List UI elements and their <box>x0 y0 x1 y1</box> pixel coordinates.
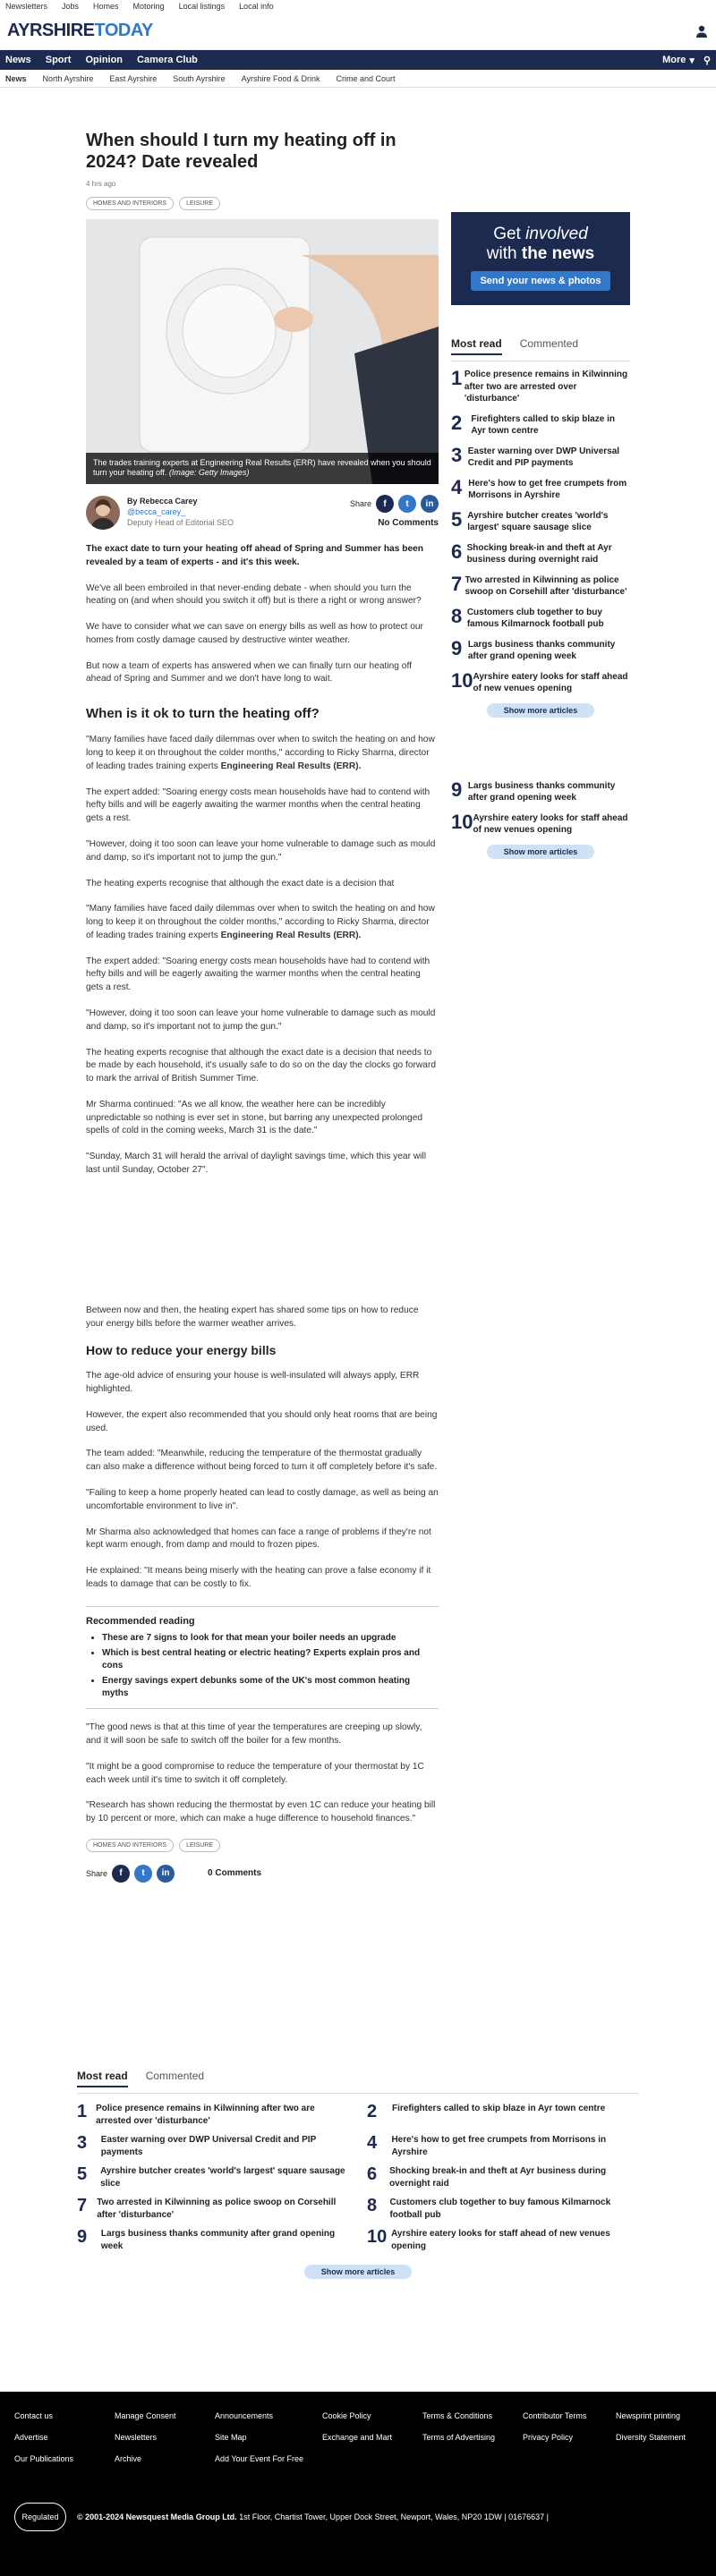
twitter-icon[interactable]: t <box>398 495 416 513</box>
nav-opinion[interactable]: Opinion <box>85 55 124 65</box>
list-item[interactable] <box>451 475 630 502</box>
paragraph: The heating experts recognise that although the exact date is a decision that <box>86 878 395 888</box>
twitter-icon[interactable]: t <box>134 1865 152 1883</box>
rank-number: 7 <box>451 572 463 595</box>
footer-link[interactable]: Diversity Statement <box>616 2433 686 2442</box>
rank-number: 3 <box>451 443 463 466</box>
list-item[interactable] <box>451 812 630 837</box>
headline[interactable]: Two arrested in Kilwinning as police swoop on Corsehill after 'disturbance' <box>465 574 627 597</box>
footer-link[interactable]: Advertise <box>14 2433 48 2442</box>
site-footer <box>0 2392 716 2576</box>
show-more-button[interactable]: Show more articles <box>487 845 594 859</box>
comments-link[interactable]: No Comments <box>378 518 439 528</box>
paragraph <box>86 734 439 773</box>
rank-number: 4 <box>451 475 463 498</box>
quote-text: "Many families have faced daily dilemmas over when to switch the heating on and how long to keep it on throughout the colder months," according to Ricky Sharma, director of leading trades training experts <box>86 904 435 940</box>
rank-number: 2 <box>451 411 463 434</box>
footer-link[interactable]: Manage Consent <box>115 2411 176 2420</box>
subnav-east-ayrshire[interactable]: East Ayrshire <box>109 73 158 83</box>
recommended-title: Recommended reading <box>86 1615 195 1627</box>
footer-copyright <box>14 2503 549 2531</box>
promo-line2 <box>451 244 630 264</box>
section-heading: How to reduce your energy bills <box>86 1343 277 1358</box>
article <box>86 130 439 1883</box>
paragraph: We have to consider what we can save on energy bills as well as how to protect our homes from costly damage caused by destructive winter weather. <box>86 622 423 645</box>
paragraph: "Sunday, March 31 will herald the arrival of daylight savings time, which this year will last until Sunday, October 27". <box>86 1152 426 1175</box>
paragraph: The age-old advice of ensuring your house is well-insulated will always apply, ERR highlighted. <box>86 1371 420 1395</box>
promo-with: with <box>486 244 517 263</box>
paragraph: "It might be a good compromise to reduce the temperature of your thermostat by 1C each week until it's time to switch it off completely. <box>86 1761 424 1785</box>
list-item[interactable] <box>367 2228 639 2252</box>
tab-most-read[interactable]: Most read <box>451 337 502 355</box>
share-bar-bottom <box>86 1865 439 1883</box>
rank-number: 2 <box>367 2102 378 2121</box>
paragraph: But now a team of experts has answered when we can finally turn our heating off ahead of Spring and Summer and we don't have long to wait. <box>86 660 412 684</box>
top-link-motoring[interactable]: Motoring <box>132 2 165 11</box>
subnav-crime-court[interactable]: Crime and Court <box>336 73 396 83</box>
send-news-button[interactable]: Send your news & photos <box>471 271 609 291</box>
tag-homes-interiors[interactable]: HOMES AND INTERIORS <box>86 197 174 210</box>
headline[interactable]: Ayrshire butcher creates 'world's largest' square sausage slice <box>100 2166 345 2189</box>
list-item[interactable] <box>451 507 630 534</box>
paragraph <box>86 903 439 942</box>
most-read-list <box>451 369 630 695</box>
footer-link[interactable]: Cookie Policy <box>322 2411 371 2420</box>
list-item[interactable] <box>451 604 630 631</box>
list-item[interactable] <box>367 2197 639 2221</box>
rank-number: 6 <box>451 540 463 563</box>
nav-sport[interactable]: Sport <box>45 55 72 65</box>
bottom-most-read <box>77 2070 639 2279</box>
copyright-text <box>77 2512 549 2521</box>
top-link-local-listings[interactable]: Local listings <box>178 2 226 11</box>
footer-link[interactable]: Site Map <box>215 2433 247 2442</box>
rank-number: 9 <box>77 2227 88 2247</box>
tag-homes-interiors[interactable]: HOMES AND INTERIORS <box>86 1839 174 1852</box>
logo-part2: TODAY <box>94 21 153 40</box>
rank-number: 3 <box>77 2133 88 2153</box>
list-item[interactable] <box>451 574 630 599</box>
article-timestamp: 4 hrs ago <box>86 180 116 188</box>
headline[interactable]: Easter warning over DWP Universal Credit and PIP payments <box>100 2135 317 2157</box>
recommended-reading <box>86 1606 439 1710</box>
headline[interactable]: Largs business thanks community after grand opening week <box>467 780 616 803</box>
show-more-button[interactable]: Show more articles <box>487 703 594 718</box>
headline[interactable]: Largs business thanks community after grand opening week <box>467 639 616 661</box>
headline[interactable]: Here's how to get free crumpets from Morrisons in Ayrshire <box>391 2135 607 2157</box>
headline[interactable]: Ayrshire eatery looks for staff ahead of new venues opening <box>391 2229 610 2251</box>
list-item[interactable] <box>77 2165 349 2189</box>
rank-number: 7 <box>77 2196 88 2215</box>
headline[interactable]: Ayrshire eatery looks for staff ahead of new venues opening <box>473 671 628 693</box>
tab-commented[interactable]: Commented <box>145 2070 205 2082</box>
rank-number: 4 <box>367 2133 378 2153</box>
list-item[interactable] <box>77 2228 349 2252</box>
headline[interactable]: Largs business thanks community after grand opening week <box>100 2229 336 2251</box>
caption-text: The trades training experts at Engineering Real Results (ERR) have revealed when you should turn your heating off. <box>93 457 431 478</box>
nav-more-button[interactable] <box>662 55 711 66</box>
headline[interactable]: Shocking break-in and theft at Ayr business during overnight raid <box>389 2166 607 2189</box>
rank-number: 10 <box>367 2227 388 2247</box>
list-item[interactable] <box>367 2134 639 2158</box>
paragraph: "The good news is that at this time of year the temperatures are creeping up slowly, and it will soon be safe to switch off the boiler for a few months. <box>86 1722 422 1746</box>
article-body <box>86 543 439 1826</box>
news-promo <box>451 212 630 305</box>
article-tags <box>86 197 439 210</box>
search-icon[interactable]: ⚲ <box>703 55 711 66</box>
recommended-link[interactable]: • Which is best central heating or electric heating? Experts explain pros and cons <box>102 1647 439 1671</box>
footer-link[interactable]: Terms of Advertising <box>422 2433 496 2442</box>
share-label: Share <box>86 1868 108 1878</box>
promo-get: Get <box>493 225 521 243</box>
list-item[interactable] <box>367 2165 639 2189</box>
footer-link[interactable]: Contributor Terms <box>523 2411 587 2420</box>
share-bar <box>350 495 439 513</box>
list-item[interactable] <box>77 2134 349 2158</box>
paragraph: "However, doing it too soon can leave your home vulnerable to damage such as mould and damp, so it's important not to jump the gun." <box>86 1007 436 1032</box>
paragraph: The team added: "Meanwhile, reducing the temperature of the thermostat gradually can also make a difference without being forced to turn it off completely before it's safe. <box>86 1449 438 1473</box>
headline[interactable]: Customers club together to buy famous Kilmarnock football pub <box>466 607 604 629</box>
list-item[interactable] <box>451 542 630 566</box>
tag-leisure[interactable]: LEISURE <box>179 197 220 210</box>
paragraph: "Failing to keep a home properly heated can lead to costly damage, as well as being an uncomfortable environment to live in". <box>86 1488 439 1511</box>
most-read-list-sticky <box>451 780 630 859</box>
err-link[interactable]: Engineering Real Results (ERR). <box>220 930 362 940</box>
top-link-homes[interactable]: Homes <box>93 2 119 11</box>
headline[interactable]: Easter warning over DWP Universal Credit and PIP payments <box>467 446 620 468</box>
most-read-tabs <box>451 337 630 361</box>
recommended-link[interactable]: • These are 7 signs to look for that mean your boiler needs an upgrade <box>102 1632 439 1645</box>
subnav-north-ayrshire[interactable]: North Ayrshire <box>42 73 94 83</box>
subnav-food-drink[interactable]: Ayrshire Food & Drink <box>241 73 320 83</box>
headline[interactable]: Here's how to get free crumpets from Morrisons in Ayrshire <box>468 478 627 500</box>
paragraph: However, the expert also recommended that you should only heat rooms that are being used. <box>86 1409 438 1433</box>
sidebar <box>451 212 630 859</box>
sub-navigation <box>0 70 716 88</box>
paragraph: We've all been embroiled in that never-ending debate - when should you turn the heating on (and when should you switch it off) but is there a right or wrong answer? <box>86 582 422 607</box>
promo-the-news: the news <box>521 244 595 263</box>
headline[interactable]: Police presence remains in Kilwinning after two are arrested over 'disturbance' <box>96 2104 315 2126</box>
rank-number: 9 <box>451 636 463 659</box>
tab-most-read[interactable]: Most read <box>77 2070 128 2087</box>
nav-camera-club[interactable]: Camera Club <box>137 55 198 65</box>
share-label: Share <box>349 499 371 508</box>
thermostat-photo <box>86 219 439 484</box>
list-item[interactable] <box>367 2103 639 2127</box>
footer-link[interactable]: Newsprint printing <box>616 2411 681 2420</box>
top-links-bar <box>0 0 716 13</box>
rank-number: 1 <box>77 2102 88 2121</box>
nav-more-label: More <box>662 55 686 65</box>
headline[interactable]: Firefighters called to skip blaze in Ayr town centre <box>392 2104 606 2113</box>
linkedin-icon[interactable]: in <box>421 495 439 513</box>
list-item[interactable] <box>77 2197 349 2221</box>
footer-link[interactable]: Archive <box>115 2454 142 2463</box>
show-more-button[interactable]: Show more articles <box>304 2265 412 2279</box>
footer-link[interactable]: Privacy Policy <box>523 2433 574 2442</box>
author-avatar[interactable] <box>86 496 120 530</box>
facebook-icon[interactable]: f <box>376 495 394 513</box>
recommended-link[interactable]: • Energy savings expert debunks some of the UK's most common heating myths <box>102 1675 439 1699</box>
hero-caption <box>86 453 439 484</box>
paragraph: "Research has shown reducing the thermostat by even 1C can reduce your heating bill by 10 percent or more, which can make a huge difference to household finances." <box>86 1800 436 1824</box>
main-navigation <box>0 50 716 70</box>
paragraph: He explained: "It means being miserly with the heating can prove a false economy if it leads to damage that can be costly to fix. <box>86 1566 431 1589</box>
most-read-tabs <box>77 2070 639 2094</box>
hero-image <box>86 219 439 484</box>
list-item[interactable] <box>451 780 630 804</box>
headline[interactable]: Shocking break-in and theft at Ayr business during overnight raid <box>466 542 612 565</box>
logo-part1: AYRSHIRE <box>7 21 95 40</box>
paragraph: Mr Sharma also acknowledged that homes can face a range of problems if they're not kept warm enough, from damp and mould to frozen pipes. <box>86 1526 431 1551</box>
top-link-local-info[interactable]: Local info <box>239 2 274 11</box>
paragraph: Between now and then, the heating expert has shared some tips on how to reduce your energy bills before the warmer weather arrives. <box>86 1305 419 1329</box>
rank-number: 9 <box>451 778 463 801</box>
headline[interactable]: Ayrshire eatery looks for staff ahead of new venues opening <box>473 812 628 835</box>
subnav-news[interactable]: News <box>5 73 27 83</box>
list-item[interactable] <box>451 636 630 663</box>
site-header <box>0 13 716 50</box>
list-item[interactable] <box>451 668 630 695</box>
author-name[interactable]: By Rebecca Carey <box>127 497 198 506</box>
linkedin-icon[interactable]: in <box>157 1865 175 1883</box>
rank-number: 10 <box>451 668 473 692</box>
headline[interactable]: Ayrshire butcher creates 'world's largest' square sausage slice <box>467 510 609 532</box>
user-account-icon[interactable] <box>695 24 709 38</box>
copyright-address: 1st Floor, Chartist Tower, Upper Dock Street, Newport, Wales, NP20 1DW | 01676637 | <box>236 2512 550 2521</box>
author-info <box>127 497 234 528</box>
headline[interactable]: Two arrested in Kilwinning as police swoop on Corsehill after 'disturbance' <box>97 2198 337 2220</box>
author-role: Deputy Head of Editorial SEO <box>127 517 234 527</box>
article-tags-bottom <box>86 1839 439 1852</box>
rank-number: 5 <box>451 507 463 531</box>
section-heading: When is it ok to turn the heating off? <box>86 706 320 722</box>
article-title: When should I turn my heating off in 2024? Date revealed <box>86 131 396 172</box>
paragraph: The expert added: "Soaring energy costs mean households have had to contend with hefty bills and will be eagerly awaiting the warmer months when the central heating gets a rest. <box>86 786 430 824</box>
ipso-logo[interactable] <box>14 2503 66 2531</box>
rank-number: 8 <box>451 604 463 627</box>
byline <box>86 495 439 531</box>
tab-commented[interactable]: Commented <box>519 337 579 350</box>
headline[interactable]: Police presence remains in Kilwinning after two are arrested over 'disturbance' <box>464 370 628 404</box>
subnav-south-ayrshire[interactable]: South Ayrshire <box>173 73 226 83</box>
ad-space <box>86 1177 439 1292</box>
most-read-grid <box>77 2103 639 2259</box>
paragraph: The expert added: "Soaring energy costs mean households have had to contend with hefty bills and will be eagerly awaiting the warmer months when the central heating gets a rest. <box>86 956 430 993</box>
rank-number: 1 <box>451 367 463 389</box>
paragraph: Mr Sharma continued: "As we all know, the weather here can be incredibly unpredictable so nothing is ever set in stone, but barring any unexpected prolonged spells of cold in the coming weeks, March 31 is the date." <box>86 1099 423 1136</box>
headline[interactable]: Firefighters called to skip blaze in Ayr town centre <box>471 413 615 436</box>
ipso-label: Regulated <box>21 2512 59 2521</box>
rank-number: 10 <box>451 810 473 833</box>
footer-links <box>0 2392 716 2463</box>
chevron-down-icon: ▾ <box>689 55 695 66</box>
caption-credit: (Image: Getty Images) <box>168 468 250 478</box>
tag-leisure[interactable]: LEISURE <box>179 1839 220 1852</box>
footer-link[interactable]: Announcements <box>215 2411 274 2420</box>
quote-text: "Many families have faced daily dilemmas over when to switch the heating on and how long to keep it on throughout the colder months," according to Ricky Sharma, director of leading trades training experts <box>86 735 435 771</box>
author-handle[interactable]: @becca_carey_ <box>127 507 186 517</box>
top-link-newsletters[interactable]: Newsletters <box>5 2 48 11</box>
nav-news[interactable]: News <box>5 55 31 65</box>
list-item[interactable] <box>77 2103 349 2127</box>
footer-link[interactable]: Newsletters <box>115 2433 158 2442</box>
footer-link[interactable]: Contact us <box>14 2411 54 2420</box>
facebook-icon[interactable]: f <box>112 1865 130 1883</box>
footer-link[interactable]: Add Your Event For Free <box>215 2454 304 2463</box>
rank-number: 8 <box>367 2196 378 2215</box>
paragraph: "However, doing it too soon can leave your home vulnerable to damage such as mould and damp, so it's important not to jump the gun." <box>86 838 436 863</box>
list-item[interactable] <box>451 413 630 438</box>
site-logo[interactable] <box>7 21 153 41</box>
rank-number: 5 <box>77 2164 88 2184</box>
rank-number: 6 <box>367 2164 378 2184</box>
paragraph: The heating experts recognise that although the exact date is a decision that needs to be made by each household, it's usually safe to do so on the day the clocks go forward to mark the arrival of British Summer Time. <box>86 1047 437 1084</box>
footer-link[interactable]: Exchange and Mart <box>322 2433 393 2442</box>
list-item[interactable] <box>451 369 630 405</box>
headline[interactable]: Customers club together to buy famous Kilmarnock football pub <box>389 2198 611 2220</box>
list-item[interactable] <box>451 443 630 470</box>
err-link[interactable]: Engineering Real Results (ERR). <box>220 761 362 771</box>
promo-involved: involved <box>525 225 588 243</box>
paragraph: The exact date to turn your heating off ahead of Spring and Summer has been revealed by a team of experts - and it's this week. <box>86 544 423 567</box>
copyright-holder: © 2001-2024 Newsquest Media Group Ltd. <box>77 2512 237 2521</box>
footer-link[interactable]: Terms & Conditions <box>422 2411 493 2420</box>
footer-link[interactable]: Our Publications <box>14 2454 74 2463</box>
top-link-jobs[interactable]: Jobs <box>62 2 80 11</box>
promo-line1 <box>451 225 630 244</box>
comments-link[interactable]: 0 Comments <box>208 1868 262 1879</box>
